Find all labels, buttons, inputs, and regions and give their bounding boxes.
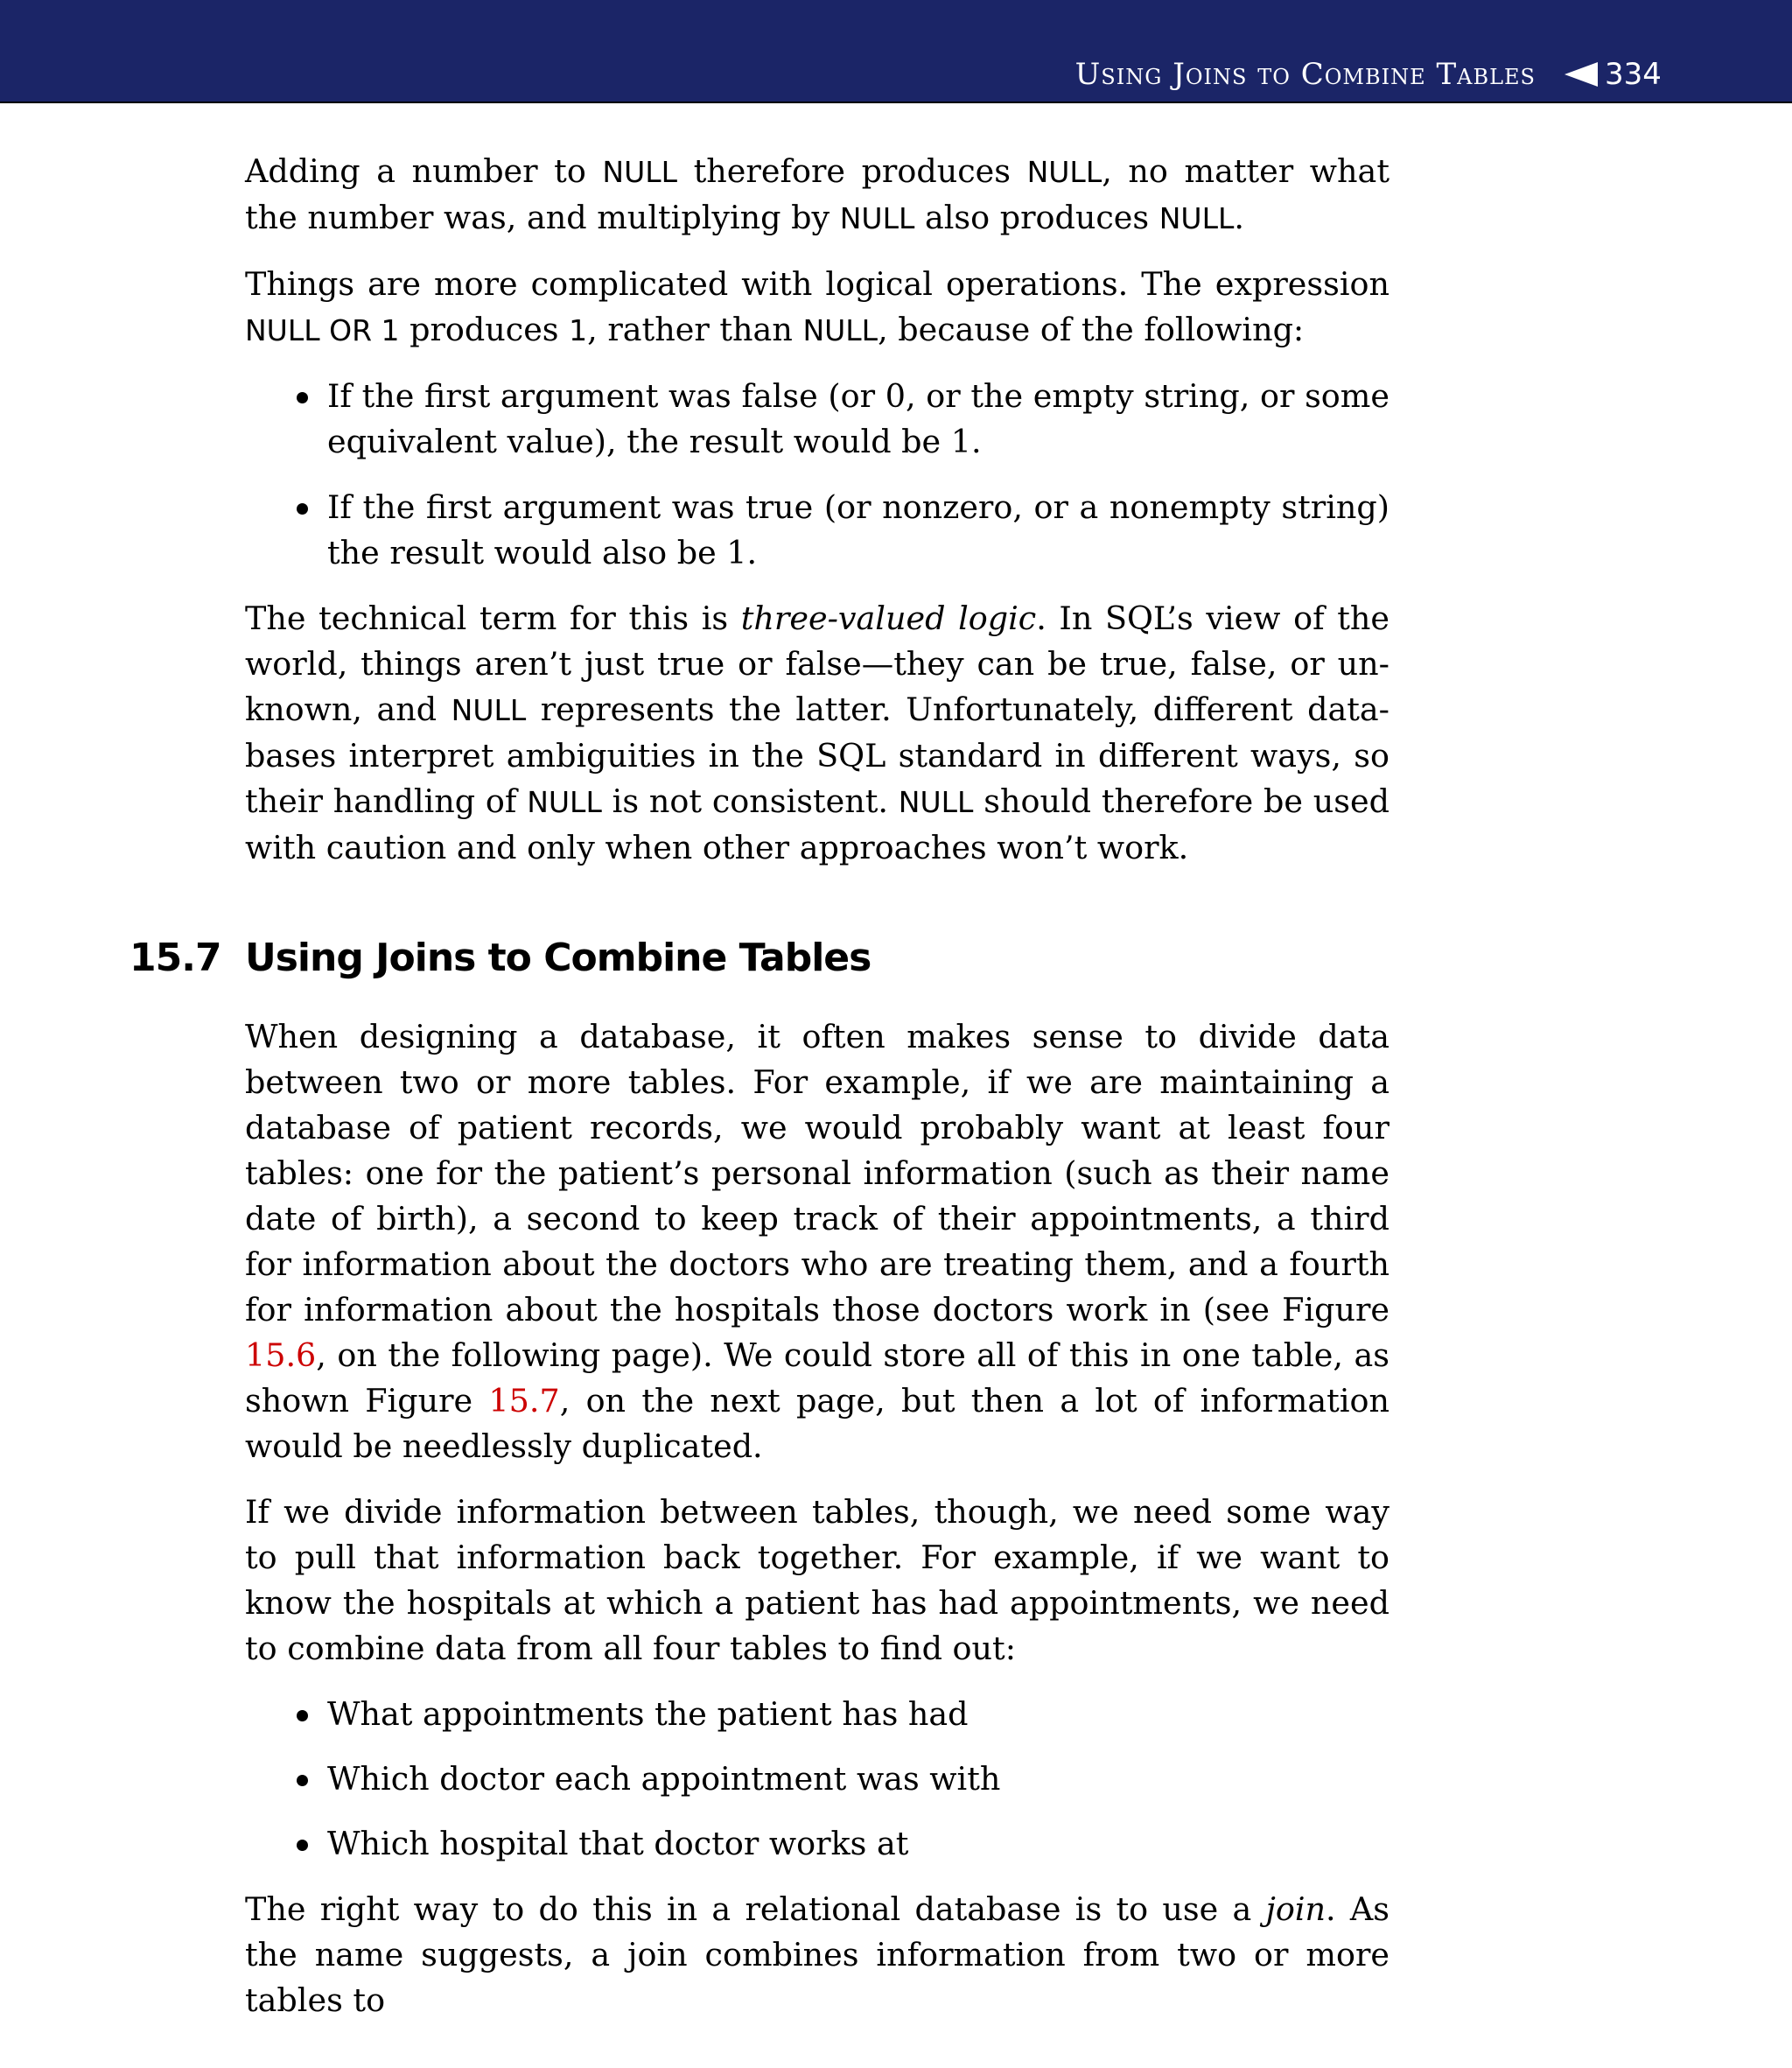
list-item: If the first argument was true (or nonzero, or a nonempty string) the result would also be 1. bbox=[327, 485, 1390, 576]
back-arrow-icon[interactable] bbox=[1564, 62, 1598, 87]
paragraph-divide-information: If we divide information between tables, though, we need some way to pull that information back together. For example, if we want to know the hospitals at which a patient has had appointments, we need to combine data from all four tables to find out: bbox=[245, 1493, 1390, 1667]
code-null: NULL bbox=[839, 201, 915, 235]
paragraph-join-definition: The right way to do this in a relational database is to use a join. As the name suggests, a join combines information from two or more tables to bbox=[245, 1890, 1390, 2019]
join-bullet-list bbox=[245, 1692, 1390, 1867]
emphasis-term: join bbox=[1265, 1890, 1326, 1928]
code-null: NULL bbox=[451, 693, 527, 727]
paragraph-null-arithmetic: Adding a number to NULL therefore produces NULL, no matter what the number was, and multiplying by NULL also produces NULL. bbox=[245, 152, 1390, 236]
list-item: Which doctor each appointment was with bbox=[327, 1756, 1390, 1802]
code-null: NULL bbox=[1158, 201, 1235, 235]
bullet-icon bbox=[297, 1710, 308, 1721]
page-header bbox=[0, 0, 1792, 103]
paragraph-logical-operations: Things are more complicated with logical operations. The expression NULL OR 1 produces 1, rather than NULL, because of the following: bbox=[245, 265, 1390, 348]
bullet-icon bbox=[297, 1840, 308, 1851]
page-body bbox=[130, 149, 1390, 2043]
bullet-icon bbox=[297, 503, 308, 515]
section-number: 15.7 bbox=[130, 936, 221, 980]
paragraph-database-design: When designing a database, it often makes sense to divide data between two or more tables. For example, if we are maintaining a database of patient records, we would probably want at least four tables: one for the patient’s personal information (such as their name date of birth), a second to keep track of their appointments, a third for information about the doctors who are treating them, and a fourth for information about the hospitals those doctors work in (see Figure 15.6, on the following page). We could store all of this in one table, as shown Figure 15.7, on the next page, but then a lot of information would be needlessly duplicated. bbox=[245, 1018, 1390, 1465]
list-item: What appointments the patient has had bbox=[327, 1692, 1390, 1737]
section-title: Using Joins to Combine Tables bbox=[245, 936, 872, 980]
bullet-icon bbox=[297, 1775, 308, 1786]
list-item: If the first argument was false (or 0, or the empty string, or some equivalent value), the result would be 1. bbox=[327, 374, 1390, 465]
code-null: NULL bbox=[527, 785, 602, 819]
bullet-icon bbox=[297, 392, 308, 403]
list-item: Which hospital that doctor works at bbox=[327, 1821, 1390, 1867]
code-null: NULL bbox=[898, 785, 974, 819]
figure-link-15-6[interactable]: 15.6 bbox=[245, 1336, 317, 1374]
logic-bullet-list bbox=[245, 374, 1390, 576]
paragraph-three-valued-logic: The technical term for this is three-valued logic. In SQL’s view of the world, things aren’t just true or false—they can be true, false, or unknown, and NULL represents the latter. Unfortunately, different databases interpret ambiguities in the SQL standard in different ways, so their handling of NULL is not consistent. NULL should therefore be used with caution and only when other approaches won’t work. bbox=[245, 599, 1390, 866]
code-null: NULL bbox=[1026, 155, 1102, 189]
page-number: 334 bbox=[1605, 57, 1662, 92]
emphasis-term: three-valued logic bbox=[740, 599, 1037, 637]
code-null: NULL bbox=[602, 155, 678, 189]
code-null: NULL bbox=[802, 313, 878, 347]
figure-link-15-7[interactable]: 15.7 bbox=[488, 1382, 560, 1420]
code-null-or-1: NULL OR 1 bbox=[245, 313, 400, 347]
section-heading bbox=[130, 932, 1390, 985]
code-one: 1 bbox=[569, 313, 588, 347]
running-title: Using Joins to Combine Tables bbox=[1074, 57, 1536, 92]
